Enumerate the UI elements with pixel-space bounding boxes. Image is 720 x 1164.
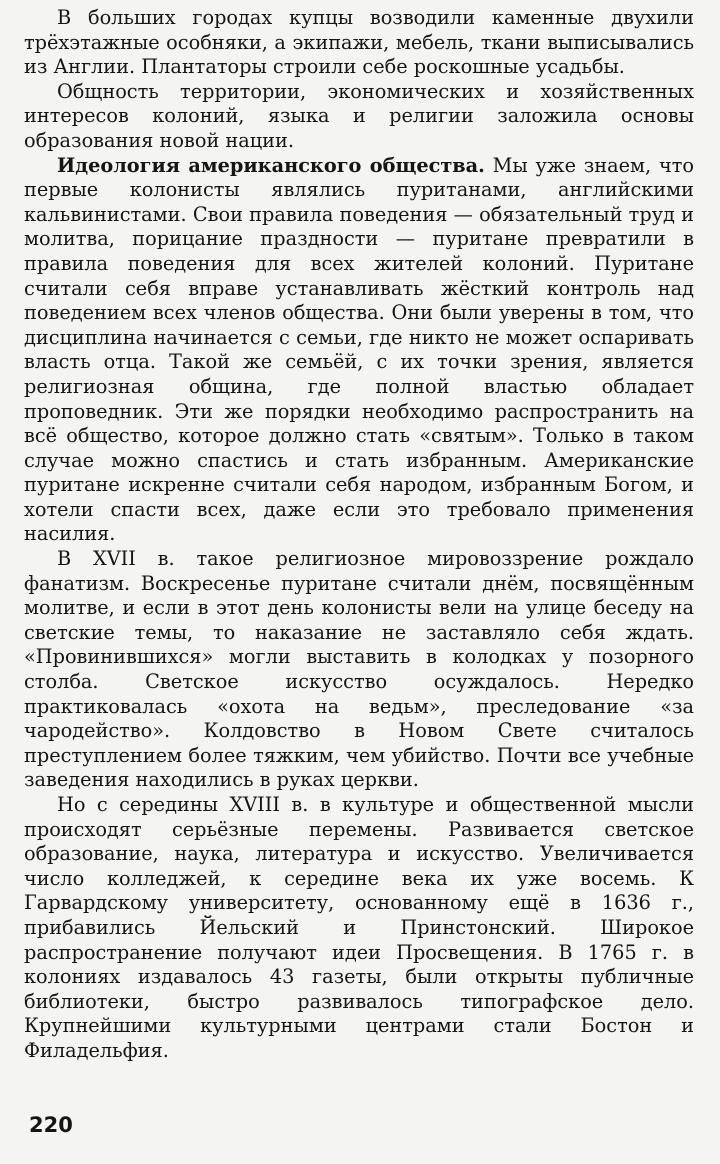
section-heading: Идеология американского общества. [57, 153, 485, 177]
page-number: 220 [29, 1113, 73, 1137]
paragraph-ideology-text: Мы уже знаем, что первые колонисты являлись пуританами, английскими кальвинистами. Свои правила поведения — обязательный труд и молитва, порицание праздности — пуритане превратили в правила поведения для всех жителей колоний. Пуритане считали себя вправе устанавливать жёсткий контроль над поведением всех членов общества. Они были уверены в том, что дисциплина начинается с семьи, где никто не может оспаривать власть отца. Такой же семьёй, с их точки зрения, является религиозная община, где полной властью обладает проповедник. Эти же порядки необходимо распространить на всё общество, которое должно стать «святым». Только в таком случае можно спастись и стать избранным. Американские пуритане искренне считали себя народом, избранным Богом, и хотели спасти всех, даже если это требовало применения насилия. [24, 153, 694, 546]
paragraph-nation: Общность территории, экономических и хозяйственных интересов колоний, языка и религии заложила основы образования новой нации. [24, 79, 694, 152]
paragraph-17th-century: В XVII в. такое религиозное мировоззрение рождало фанатизм. Воскресенье пуритане считали днём, посвящённым молитве, и если в этот день колонисты вели на улице беседу на светские темы, то наказание не заставляло себя ждать. «Провинившихся» могли выставить в колодках у позорного столба. Светское искусство осуждалось. Нередко практиковалась «охота на ведьм», преследование «за чародейство». Колдовство в Новом Свете считалось преступлением более тяжким, чем убийство. Почти все учебные заведения находились в руках церкви. [24, 547, 694, 792]
paragraph-merchants: В больших городах купцы возводили каменные двухили трёхэтажные особняки, а экипажи, мебель, ткани выписывались из Англии. Плантаторы строили себе роскошные усадьбы. [24, 6, 694, 79]
paragraph-ideology [24, 154, 694, 548]
page-body [24, 6, 694, 1064]
paragraph-18th-century: Но с середины XVIII в. в культуре и общественной мысли происходят серьёзные перемены. Развивается светское образование, наука, литература и искусство. Увеличивается число колледжей, к середине века их уже восемь. К Гарвардскому университету, основанному ещё в 1636 г., прибавились Йельский и Принстонский. Широкое распространение получают идеи Просвещения. В 1765 г. в колониях издавалось 43 газеты, были открыты публичные библиотеки, быстро развивалось типографское дело. Крупнейшими культурными центрами стали Бостон и Филадельфия. [24, 793, 694, 1062]
